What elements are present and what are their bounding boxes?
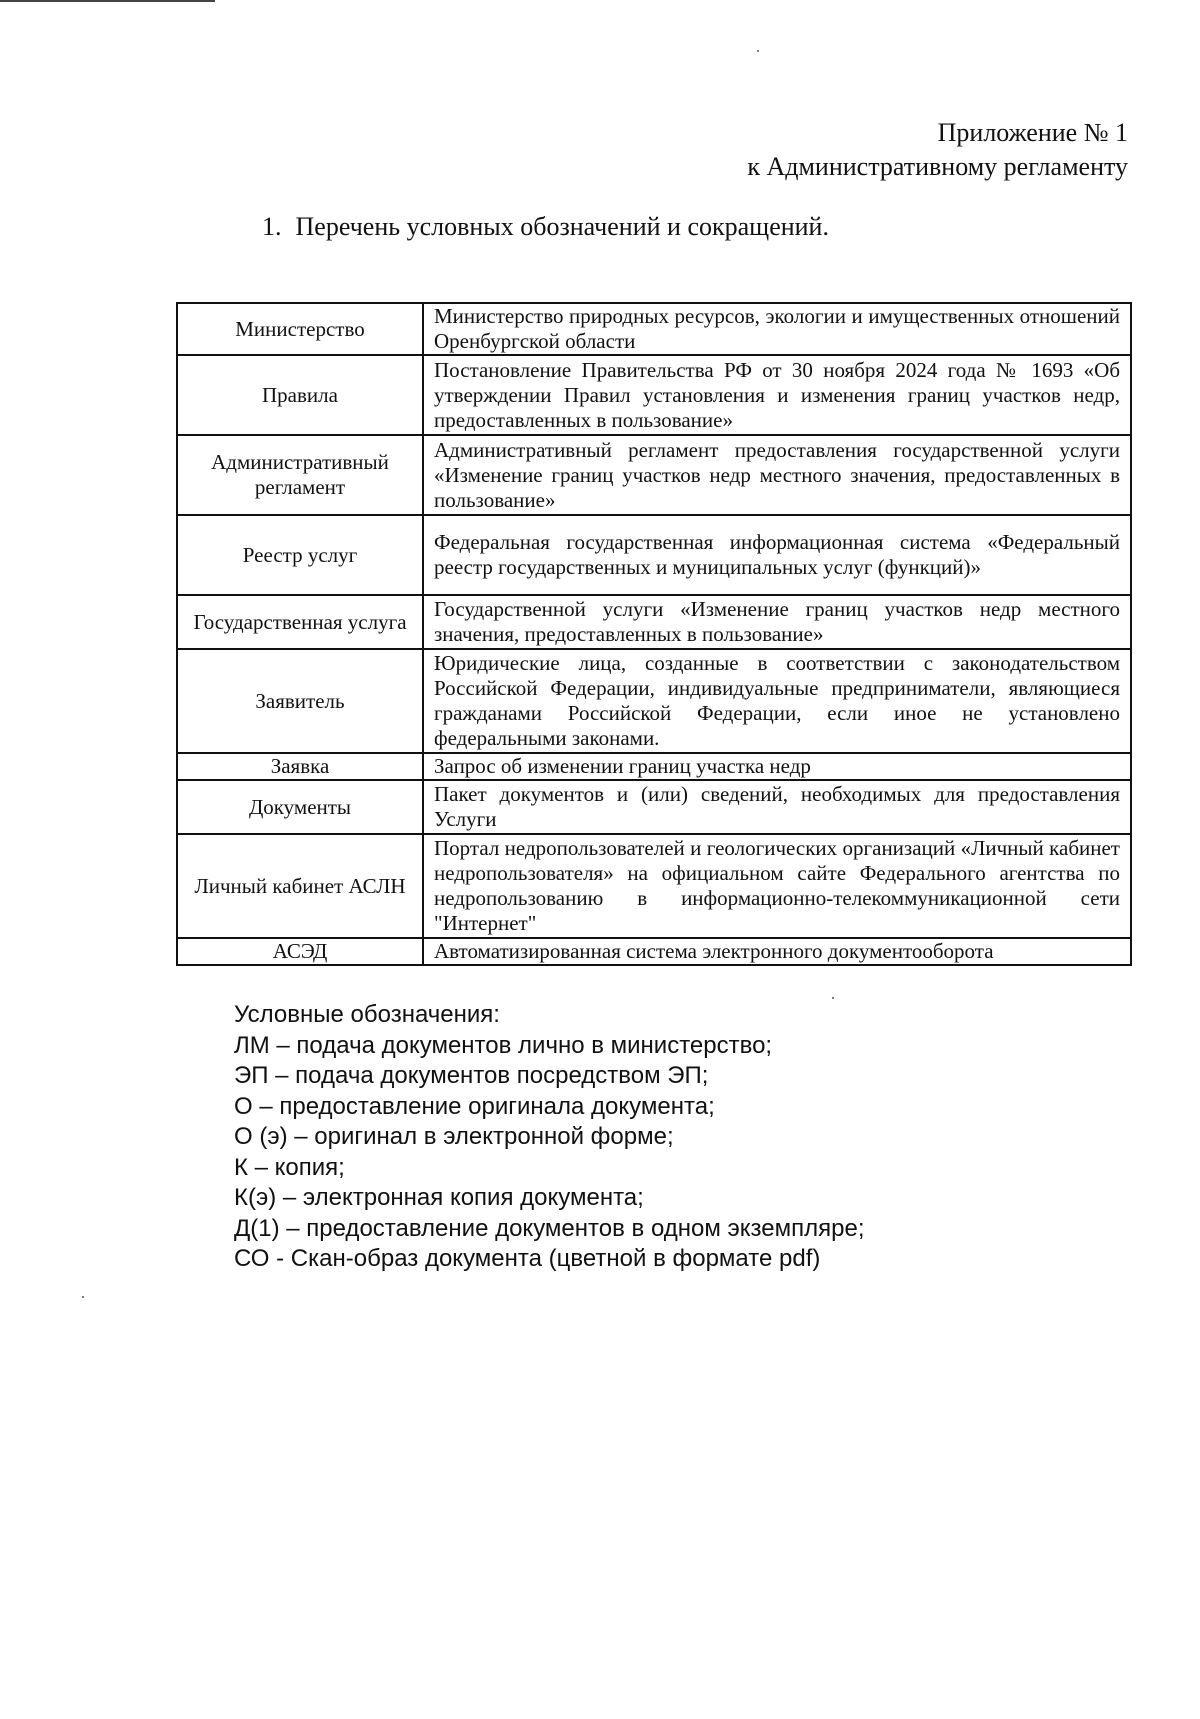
scan-speck [82,1296,84,1298]
table-definition-cell: Министерство природных ресурсов, экологии и имущественных отношений Оренбургской области [423,303,1131,355]
legend-item: К – копия; [234,1153,345,1181]
abbreviations-table [176,302,1132,966]
table-term-cell: Заявка [177,753,423,780]
table-row [177,595,1131,649]
table-definition-cell: Портал недропользователей и геологических организаций «Личный кабинет недропользователя» на официальном сайте Федерального агентства по недропользованию в информационно-телекоммуникационной сети "Интернет" [423,834,1131,938]
table-definition-cell: Государственной услуги «Изменение границ участков недр местного значения, предоставленных в пользование» [423,595,1131,649]
table-row [177,834,1131,938]
legend-item: Д(1) – предоставление документов в одном экземпляре; [234,1214,865,1242]
table-row [177,303,1131,355]
table-row [177,753,1131,780]
scan-speck [757,50,759,52]
legend-item: О – предоставление оригинала документа; [234,1092,715,1120]
attachment-line-2: к Административному регламенту [747,152,1128,181]
attachment-line-1: Приложение № 1 [937,118,1128,147]
table-term-cell: Реестр услуг [177,515,423,595]
table-term-cell: АСЭД [177,938,423,965]
table-definition-cell: Юридические лица, созданные в соответствии с законодательством Российской Федерации, индивидуальные предприниматели, являющиеся гражданами Российской Федерации, если иное не установлено федеральными законами. [423,649,1131,753]
table-term-cell: Административный регламент [177,435,423,515]
table-term-cell: Заявитель [177,649,423,753]
scan-speck [832,997,834,999]
table-definition-cell: Административный регламент предоставления государственной услуги «Изменение границ участков недр местного значения, предоставленных в пользование» [423,435,1131,515]
legend-item: СО - Скан-образ документа (цветной в формате pdf) [234,1245,821,1272]
table-definition-cell: Автоматизированная система электронного документооборота [423,938,1131,965]
table-row [177,355,1131,435]
table-definition-cell: Федеральная государственная информационная система «Федеральный реестр государственных и муниципальных услуг (функций)» [423,515,1131,595]
table-term-cell: Личный кабинет АСЛН [177,834,423,938]
table-term-cell: Правила [177,355,423,435]
legend-item: ЛМ – подача документов лично в министерство; [234,1031,773,1059]
table-row [177,938,1131,965]
legend-title: Условные обозначения: [234,1001,500,1028]
attachment-note [747,116,1128,184]
legend-item: ЭП – подача документов посредством ЭП; [234,1062,709,1089]
table-row [177,515,1131,595]
section-number: 1. [262,212,282,241]
table-definition-cell: Постановление Правительства РФ от 30 ноября 2024 года № 1693 «Об утверждении Правил установления и изменения границ участков недр, предоставленных в пользование» [423,355,1131,435]
table-definition-cell: Запрос об изменении границ участка недр [423,753,1131,780]
table-row [177,435,1131,515]
scan-artifact-line [0,0,215,2]
table-term-cell: Министерство [177,303,423,355]
section-heading [262,210,829,244]
table-row [177,780,1131,834]
legend-block [234,1000,865,1275]
table-row [177,649,1131,753]
section-title: Перечень условных обозначений и сокращений. [295,212,829,241]
legend-item: К(э) – электронная копия документа; [234,1184,644,1211]
table-definition-cell: Пакет документов и (или) сведений, необходимых для предоставления Услуги [423,780,1131,834]
legend-item: О (э) – оригинал в электронной форме; [234,1123,674,1150]
table-term-cell: Документы [177,780,423,834]
table-term-cell: Государственная услуга [177,595,423,649]
